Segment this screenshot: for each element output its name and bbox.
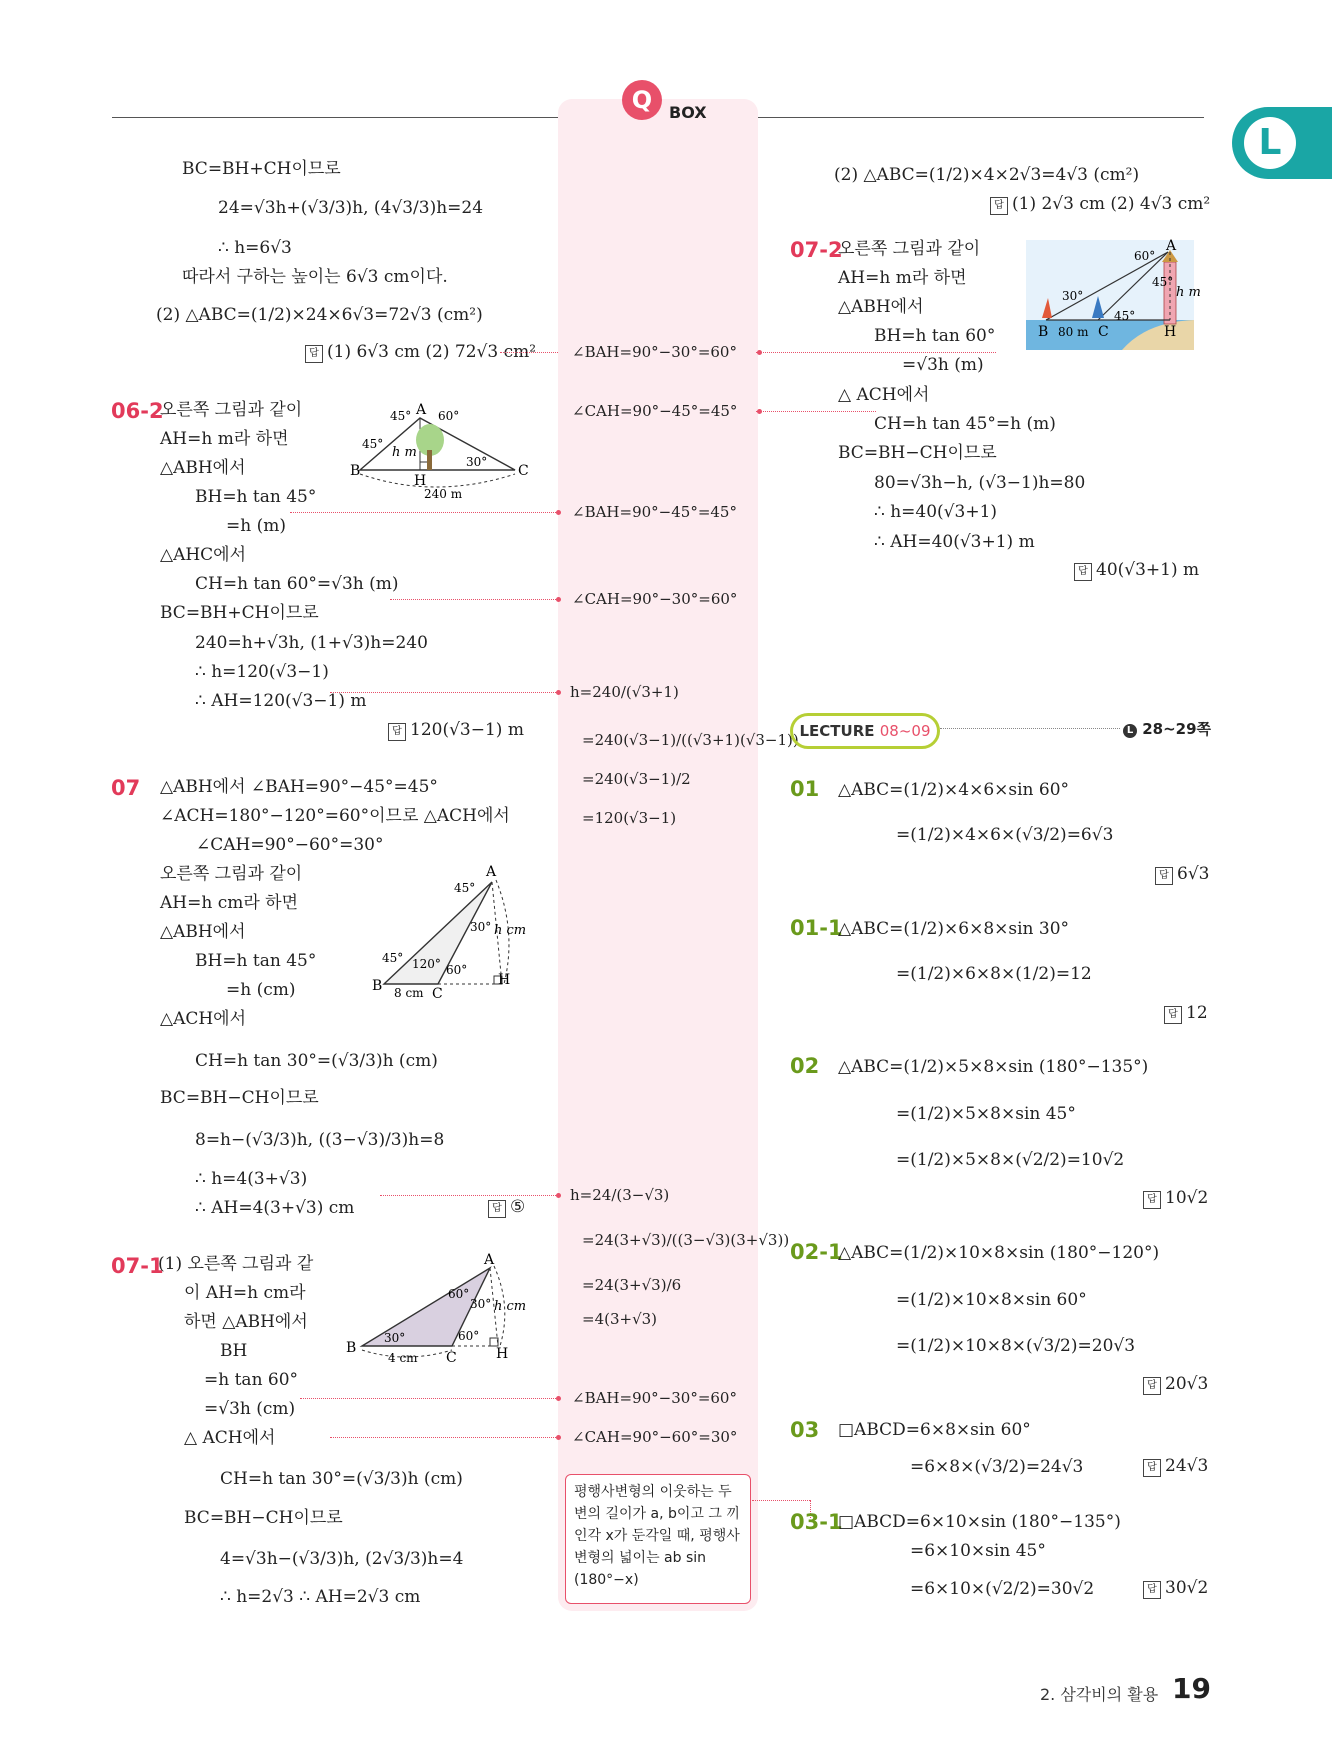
solution-line: 이 AH=h cm라 <box>184 1283 306 1303</box>
qbox-item: =24(3+√3)/((3−√3)(3+√3)) <box>582 1231 790 1249</box>
solution-line: =(1/2)×5×8×sin 45° <box>896 1104 1076 1124</box>
problem-number-01: 01 <box>790 777 820 801</box>
solution-line: △AHC에서 <box>160 545 247 565</box>
fig-label: 45° <box>1152 275 1174 289</box>
solution-line: (1) 오른쪽 그림과 같 <box>158 1254 314 1274</box>
lecture-range: 08~09 <box>879 722 931 740</box>
solution-line: =6×10×sin 45° <box>910 1541 1046 1561</box>
fig-label: H <box>1164 324 1177 340</box>
problem-number-01-1: 01-1 <box>790 916 843 940</box>
header-rule-right <box>758 117 1204 118</box>
figure-07 <box>372 862 532 1000</box>
solution-line: AH=h cm라 하면 <box>160 893 299 913</box>
connector-dot <box>556 510 561 515</box>
fig-label: B <box>350 463 361 479</box>
solution-line: △ABH에서 <box>160 458 246 478</box>
solution-line: =h tan 60° <box>204 1370 299 1390</box>
fig-label: 60° <box>446 963 468 977</box>
solution-line: ∴ AH=40(√3+1) m <box>874 532 1035 552</box>
connector-dot <box>757 350 762 355</box>
q-box-column <box>558 99 758 1611</box>
solution-line: 하면 △ABH에서 <box>184 1312 308 1332</box>
answer-mark: 답 40(√3+1) m <box>1074 560 1199 581</box>
answer-mark: 답 24√3 <box>1143 1456 1208 1477</box>
solution-line: ∠ACH=180°−120°=60°이므로 △ACH에서 <box>160 806 510 826</box>
connector <box>330 692 558 693</box>
fig-label: 60° <box>448 1287 470 1301</box>
left-top-line: (2) △ABC=(1/2)×24×6√3=72√3 (cm²) <box>156 305 483 325</box>
left-top-line: 24=√3h+(√3/3)h, (4√3/3)h=24 <box>218 198 484 218</box>
connector <box>290 512 558 513</box>
fig-label: 30° <box>1062 289 1084 303</box>
left-top-line: ∴ h=6√3 <box>218 238 292 258</box>
problem-number-03: 03 <box>790 1418 820 1442</box>
solution-line: CH=h tan 45°=h (m) <box>874 414 1056 434</box>
connector <box>300 1398 558 1399</box>
solution-line: =h (m) <box>226 516 286 536</box>
solution-line: AH=h m라 하면 <box>160 429 289 449</box>
qbox-item: =240(√3−1)/2 <box>582 770 691 788</box>
solution-line: △ABC=(1/2)×5×8×sin (180°−135°) <box>838 1057 1149 1077</box>
connector <box>380 1195 558 1196</box>
fig-label: H <box>414 473 427 489</box>
answer-mark: 답 30√2 <box>1143 1578 1208 1599</box>
fig-label: 60° <box>1134 249 1156 263</box>
left-top-line: 따라서 구하는 높이는 6√3 cm이다. <box>182 267 448 287</box>
solution-line: =(1/2)×10×8×sin 60° <box>896 1290 1087 1310</box>
solution-line: △ABC=(1/2)×6×8×sin 30° <box>838 919 1070 939</box>
lecture-page-ref <box>1123 718 1211 739</box>
solution-line: □ABCD=6×8×sin 60° <box>838 1420 1031 1440</box>
solution-line: 240=h+√3h, (1+√3)h=240 <box>195 633 428 653</box>
connector-dot <box>556 1435 561 1440</box>
solution-line: =(1/2)×6×8×(1/2)=12 <box>896 964 1092 984</box>
fig-label: C <box>1098 324 1109 340</box>
page-number: 19 <box>1172 1672 1211 1705</box>
solution-line: =h (cm) <box>226 980 296 1000</box>
solution-line: CH=h tan 30°=(√3/3)h (cm) <box>220 1469 463 1489</box>
solution-line: △ACH에서 <box>160 1009 247 1029</box>
qbox-item: ∠BAH=90°−30°=60° <box>572 1389 737 1407</box>
qbox-item: ∠BAH=90°−30°=60° <box>572 343 737 361</box>
left-top-line: BC=BH+CH이므로 <box>182 159 341 179</box>
lecture-tab-letter: L <box>1244 117 1296 169</box>
fig-label: h m <box>392 445 417 460</box>
l-icon: L <box>1123 724 1137 738</box>
qbox-item: =240(√3−1)/((√3+1)(√3−1)) <box>582 731 799 749</box>
solution-line: CH=h tan 60°=√3h (m) <box>195 574 399 594</box>
solution-line: AH=h m라 하면 <box>838 268 967 288</box>
connector <box>752 1500 810 1501</box>
qbox-item: h=240/(√3+1) <box>570 683 679 701</box>
solution-line: ∴ h=4(3+√3) <box>195 1169 308 1189</box>
fig-label: h m <box>1176 285 1201 300</box>
qbox-item: ∠BAH=90°−45°=45° <box>572 503 737 521</box>
solution-line: BC=BH−CH이므로 <box>838 443 997 463</box>
solution-line: BC=BH+CH이므로 <box>160 603 319 623</box>
solution-line: BH <box>220 1341 248 1361</box>
fig-label: 8 cm <box>394 986 424 1000</box>
lecture-leader <box>940 728 1120 729</box>
solution-line: ∴ h=120(√3−1) <box>195 662 329 682</box>
problem-number-07-1: 07-1 <box>111 1254 164 1278</box>
solution-line: □ABCD=6×10×sin (180°−135°) <box>838 1512 1121 1532</box>
solution-line: BH=h tan 45° <box>195 487 317 507</box>
solution-line: =(1/2)×10×8×(√3/2)=20√3 <box>896 1336 1136 1356</box>
solution-line: 4=√3h−(√3/3)h, (2√3/3)h=4 <box>220 1549 464 1569</box>
fig-label: 4 cm <box>388 1351 418 1365</box>
header-rule-left <box>112 117 558 118</box>
fig-label: 80 m <box>1058 325 1089 339</box>
figure-06-2 <box>350 400 530 504</box>
solution-line: ∴ h=40(√3+1) <box>874 502 998 522</box>
answer-mark: 답 12 <box>1164 1003 1208 1024</box>
fig-label: A <box>484 1252 495 1268</box>
connector <box>756 411 876 412</box>
connector-dot <box>556 1396 561 1401</box>
fig-label: C <box>518 463 529 479</box>
answer-mark: 답 20√3 <box>1143 1374 1208 1395</box>
lecture-label: LECTURE <box>799 722 875 740</box>
solution-line: BH=h tan 60° <box>874 326 996 346</box>
problem-number-02-1: 02-1 <box>790 1240 843 1264</box>
solution-line: 오른쪽 그림과 같이 <box>160 400 303 420</box>
qbox-item: ∠CAH=90°−30°=60° <box>572 590 738 608</box>
solution-line: CH=h tan 30°=(√3/3)h (cm) <box>195 1051 438 1071</box>
answer-mark: 답 6√3 <box>1155 864 1209 885</box>
solution-line: =(1/2)×4×6×(√3/2)=6√3 <box>896 825 1114 845</box>
solution-line: =(1/2)×5×8×(√2/2)=10√2 <box>896 1150 1125 1170</box>
connector <box>390 599 558 600</box>
qbox-item: =24(3+√3)/6 <box>582 1276 682 1294</box>
solution-line: BC=BH−CH이므로 <box>160 1088 319 1108</box>
fig-label: 30° <box>384 1331 406 1345</box>
fig-label: H <box>496 1346 509 1362</box>
connector <box>330 1437 558 1438</box>
solution-line: △ABC=(1/2)×4×6×sin 60° <box>838 780 1070 800</box>
solution-line: △ ACH에서 <box>838 385 930 405</box>
solution-line: 오른쪽 그림과 같이 <box>160 864 303 884</box>
solution-line: 8=h−(√3/3)h, ((3−√3)/3)h=8 <box>195 1130 445 1150</box>
problem-number-03-1: 03-1 <box>790 1510 843 1534</box>
solution-line: △ABH에서 <box>838 297 924 317</box>
fig-label: H <box>498 972 511 988</box>
solution-line: BC=BH−CH이므로 <box>184 1508 343 1528</box>
fig-label: 45° <box>382 951 404 965</box>
solution-line: △ABH에서 <box>160 922 246 942</box>
answer-mark: 답 (1) 2√3 cm (2) 4√3 cm² <box>990 194 1210 215</box>
fig-label: h cm <box>494 1299 527 1314</box>
answer-mark: 답 10√2 <box>1143 1188 1208 1209</box>
lecture-ref-text: 28~29쪽 <box>1142 720 1212 738</box>
problem-number-06-2: 06-2 <box>111 399 164 423</box>
fig-label: 60° <box>458 1329 480 1343</box>
connector-dot <box>556 1193 561 1198</box>
answer-mark: 답 (1) 6√3 cm (2) 72√3 cm² <box>305 342 536 363</box>
solution-line: =6×8×(√3/2)=24√3 <box>910 1457 1084 1477</box>
qbox-item: ∠CAH=90°−45°=45° <box>572 402 738 420</box>
solution-line: △ ACH에서 <box>184 1428 276 1448</box>
connector-dot <box>556 597 561 602</box>
qbox-item: =4(3+√3) <box>582 1310 658 1328</box>
right-top-line: (2) △ABC=(1/2)×4×2√3=4√3 (cm²) <box>834 165 1140 185</box>
connector-dot <box>556 690 561 695</box>
solution-line: △ABC=(1/2)×10×8×sin (180°−120°) <box>838 1243 1160 1263</box>
figure-07-1 <box>346 1252 527 1366</box>
solution-line: ∴ AH=120(√3−1) m <box>195 691 367 711</box>
fig-label: A <box>486 864 497 880</box>
fig-label: h cm <box>494 923 527 938</box>
fig-label: 30° <box>470 1297 492 1311</box>
fig-label: 45° <box>454 881 476 895</box>
fig-label: 30° <box>470 920 492 934</box>
fig-label: B <box>372 978 383 994</box>
solution-line: ∴ AH=4(3+√3) cm <box>195 1198 355 1218</box>
solution-line: 80=√3h−h, (√3−1)h=80 <box>874 473 1086 493</box>
answer-mark: 답 ⑤ <box>488 1197 525 1218</box>
lecture-tab <box>1232 107 1332 179</box>
fig-label: C <box>446 1350 457 1366</box>
fig-label: 240 m <box>424 487 463 501</box>
fig-label: 60° <box>438 409 460 423</box>
problem-number-07: 07 <box>111 776 141 800</box>
solution-line: ∴ h=2√3 ∴ AH=2√3 cm <box>220 1587 421 1607</box>
problem-number-07-2: 07-2 <box>790 238 843 262</box>
qbox-note: 평행사변형의 이웃하는 두 변의 길이가 a, b이고 그 끼인각 x가 둔각일 때, 평행사변형의 넓이는 ab sin (180°−x) <box>565 1474 751 1604</box>
solution-line: 오른쪽 그림과 같이 <box>838 239 981 259</box>
connector <box>756 352 996 353</box>
solution-line: =6×10×(√2/2)=30√2 <box>910 1579 1095 1599</box>
fig-label: A <box>1166 238 1177 254</box>
problem-number-02: 02 <box>790 1054 820 1078</box>
fig-label: 120° <box>412 957 441 971</box>
connector <box>500 352 558 353</box>
fig-label: 45° <box>390 409 412 423</box>
fig-label: 30° <box>466 455 488 469</box>
solution-line: =√3h (cm) <box>204 1399 296 1419</box>
lecture-badge <box>790 713 940 749</box>
fig-label: C <box>432 986 443 1002</box>
fig-label: 45° <box>362 437 384 451</box>
answer-mark: 답 120(√3−1) m <box>388 720 524 741</box>
fig-label: B <box>1038 324 1049 340</box>
q-box-badge: Q <box>622 80 662 120</box>
footer-chapter: 2. 삼각비의 활용 <box>1040 1685 1159 1704</box>
solution-line: △ABH에서 ∠BAH=90°−45°=45° <box>160 777 438 797</box>
fig-label: A <box>416 402 427 418</box>
qbox-item: =120(√3−1) <box>582 809 677 827</box>
solution-line: BH=h tan 45° <box>195 951 317 971</box>
qbox-item: h=24/(3−√3) <box>570 1186 670 1204</box>
solution-line: ∠CAH=90°−60°=30° <box>196 835 384 855</box>
qbox-item: ∠CAH=90°−60°=30° <box>572 1428 738 1446</box>
connector-dot <box>757 409 762 414</box>
q-box-label: BOX <box>669 103 707 122</box>
fig-label: B <box>346 1340 357 1356</box>
solution-line: =√3h (m) <box>902 355 984 375</box>
figure-07-2 <box>1026 238 1201 350</box>
fig-label: 45° <box>1114 309 1136 323</box>
